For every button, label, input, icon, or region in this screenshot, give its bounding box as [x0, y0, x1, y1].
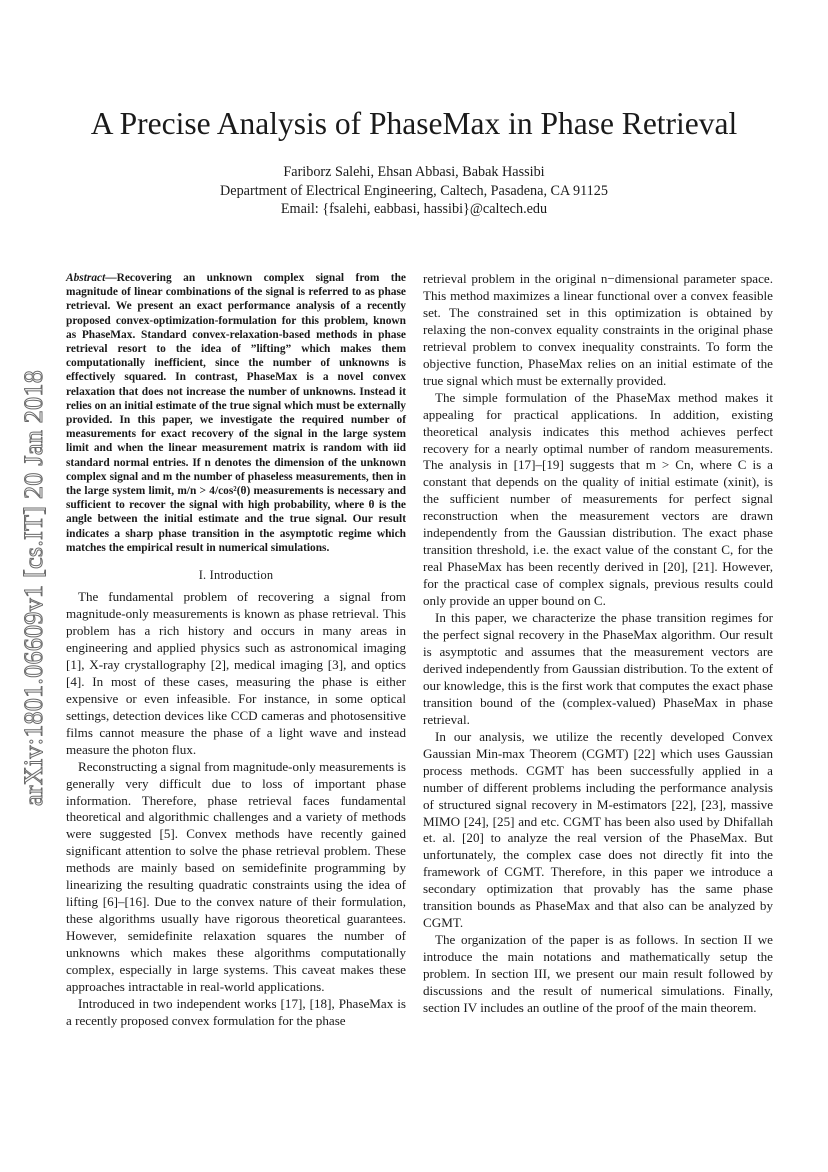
abstract-text: —Recovering an unknown complex signal from the magnitude of linear combinations of the signal is referred to as phase retrieval. We present an exact performance analysis of a recently proposed convex-optimization-formulation for this problem, known as PhaseMax. Standard convex-relaxation-based methods in phase retrieval resort to the idea of ”lifting” which makes them computationally inefficient, since the number of unknowns is effectively squared. In contrast, PhaseMax is a novel convex relaxation that does not increase the number of unknowns. Instead it relies on an initial estimate of the true signal which must be externally provided. In this paper, we investigate the required number of measurements for exact recovery of the signal in the large system limit and when the linear measurement matrix is random with iid standard normal entries. If n denotes the dimension of the unknown complex signal and m the number of phaseless measurements, then in the large system limit, m/n > 4/cos²(θ) measurements is necessary and sufficient to recover the signal with high probability, where θ is the angle between the initial estimate and the true signal. Our result indicates a sharp phase transition in the asymptotic regime which matches the empirical result in numerical simulations. — [66, 272, 406, 554]
arxiv-sidebar-stamp — [14, 345, 54, 830]
intro-paragraph-5: In this paper, we characterize the phase transition regimes for the perfect signal recovery in the PhaseMax algorithm. Our result is asymptotic and assumes that the measurement vectors are derived independently from Gaussian distribution. To the extent of our knowledge, this is the first work that computes the exact phase transition bound of the (complex-valued) PhaseMax in phase retrieval. — [423, 610, 773, 727]
intro-paragraph-7: The organization of the paper is as follows. In section II we introduce the main notations and mathematically setup the problem. In section III, we present our main result followed by discussions and the result of numerical simulations. Finally, section IV includes an outline of the proof of the main theorem. — [423, 932, 773, 1015]
intro-paragraph-1: The fundamental problem of recovering a signal from magnitude-only measurements is known as phase retrieval. This problem has a rich history and occurs in many areas in engineering and applied physics such as astronomical imaging [1], X-ray crystallography [2], medical imaging [3], and optics [4]. In most of these cases, measuring the phase is either expensive or even infeasible. For instance, in some optical settings, detection devices like CCD cameras and photosensitive films cannot measure the phase of a light wave and instead measure the photon flux. — [66, 589, 406, 757]
author-list: Fariborz Salehi, Ehsan Abbasi, Babak Hassibi — [283, 164, 545, 180]
abstract-label: Abstract — [66, 272, 106, 284]
right-column — [423, 271, 773, 1017]
author-email: Email: {fsalehi, eabbasi, hassibi}@caltech.edu — [280, 201, 548, 217]
left-column — [66, 271, 406, 1030]
intro-paragraph-3: Introduced in two independent works [17], [18], PhaseMax is a recently proposed convex formulation for the phase — [66, 995, 406, 1028]
intro-paragraph-6: In our analysis, we utilize the recently developed Convex Gaussian Min-max Theorem (CGMT) [22] which uses Gaussian process methods. CGMT has been successfully applied in a number of different problems including the performance analysis of structured signal recovery in M-estimators [22], [23], massive MIMO [24], [25] and etc. CGMT has been also used by Dhifallah et. al. [20] to analyze the real version of the PhaseMax. But unfortunately, the complex case does not directly fit into the framework of CGMT. Therefore, in this paper we introduce a secondary optimization that provably has the same phase transition bounds as PhaseMax and that also can be analyzed by CGMT. — [423, 728, 773, 931]
section-heading-introduction: I. Introduction — [198, 568, 274, 583]
abstract — [66, 271, 406, 555]
arxiv-id: arXiv:1801.06609v1 [cs.IT] 20 Jan 2018 — [19, 369, 48, 806]
affiliation: Department of Electrical Engineering, Caltech, Pasadena, CA 91125 — [220, 183, 608, 199]
paper-title: A Precise Analysis of PhaseMax in Phase Retrieval — [90, 106, 738, 141]
intro-paragraph-3-continued: retrieval problem in the original n−dimensional parameter space. This method maximizes a linear functional over a convex feasible set. The constrained set in this optimization is obtained by relaxing the non-convex equality constraints in the original phase retrieval problem to convex inequality constraints. To form the objective function, PhaseMax relies on an initial estimate of the true signal which must be externally provided. — [423, 271, 773, 388]
intro-paragraph-4: The simple formulation of the PhaseMax method makes it appealing for practical applications. In addition, existing theoretical analysis indicates this method achieves perfect recovery for a nearly optimal number of random measurements. The analysis in [17]–[19] suggests that m > Cn, where C is a constant that depends on the quality of initial estimate (xinit), is the sufficient number of measurements for perfect signal reconstruction when the measurement vectors are drawn independently from the Gaussian distribution. The exact phase transition threshold, i.e. the exact value of the constant C, for the real PhaseMax has been recently derived in [20], [21]. However, for the practical case of complex signals, previous results could only provide an upper bound on C. — [423, 389, 773, 609]
intro-paragraph-2: Reconstructing a signal from magnitude-only measurements is generally very difficult due to loss of important phase information. Therefore, phase retrieval faces fundamental theoretical and algorithmic challenges and a variety of methods were suggested [5]. Convex methods have recently gained significant attention to solve the phase retrieval problem. These methods are mainly based on semidefinite programming by linearizing the resulting quadratic constraints using the idea of lifting [6]–[16]. Due to the convex nature of their formulation, these algorithms usually have rigorous theoretical guarantees. However, semidefinite relaxation squares the number of unknowns which makes these algorithms computationally complex, especially in large systems. This caveat makes these approaches intractable in real-world applications. — [66, 758, 406, 994]
